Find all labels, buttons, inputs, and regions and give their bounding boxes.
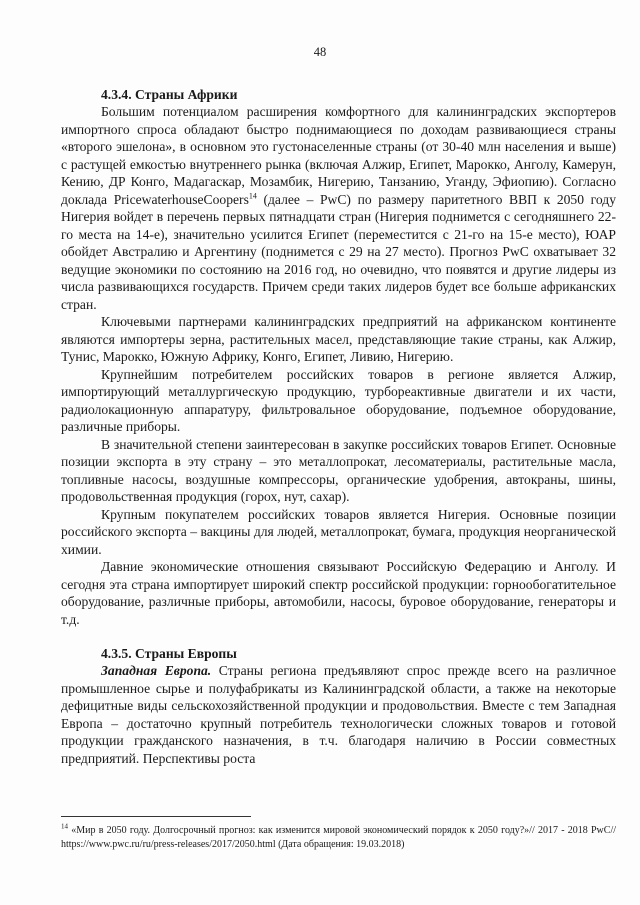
section-heading-africa: 4.3.4. Страны Африки xyxy=(101,87,238,102)
section-heading-europe: 4.3.5. Страны Европы xyxy=(101,646,237,661)
paragraph-text-continuation: (далее – PwC) по размеру паритетного ВВП к 2050 году Нигерия войдет в перечень первых пятнадцати стран (Нигерия поднимется с сегодняшнего 22-го места на 14-е), значительно усилится Египет (переместится с 21-го на 15-е место), ЮАР обойдет Австралию и Аргентину (поднимется с 29 на 27 место). Прогноз PwC охватывает 32 ведущие экономики по состоянию на 2016 год, но очевидно, что появятся и другие лидеры из числа развивающихся государств. Причем среди таких лидеров будет все больше африканских стран. xyxy=(61,191,617,312)
page-number: 48 xyxy=(313,45,327,59)
footnote-divider xyxy=(61,816,251,817)
paragraph-algeria: Крупнейшим потребителем российских товаров в регионе является Алжир, импортирующий металлургическую продукцию, турбореактивные двигатели и их части, радиолокационную аппаратуру, фильтровальное оборудование, подъемное оборудование, различные приборы. xyxy=(61,366,616,434)
footnote xyxy=(61,824,616,851)
paragraph-angola: Давние экономические отношения связывают Российскую Федерацию и Анголу. И сегодня эта страна импортирует широкий спектр российской продукции: горнообогатительное оборудование, различные приборы, автомобили, насосы, буровое оборудование, генераторы и т.д. xyxy=(61,559,616,627)
paragraph-lead: Западная Европа. xyxy=(101,663,212,678)
paragraph-nigeria: Крупным покупателем российских товаров является Нигерия. Основные позиции российского экспорта – вакцины для людей, металлопрокат, бумага, продукция неорганической химии. xyxy=(61,506,616,557)
footnote-text: «Мир в 2050 году. Долгосрочный прогноз: как изменится мировой экономический порядок к 2050 году?»// 2017 - 2018 PwC// https://www.pwc.ru/ru/press-releases/2017/2050.html (Дата обращения: 19.03.2018) xyxy=(61,825,616,850)
paragraph-africa-intro xyxy=(61,103,616,313)
paragraph-egypt: В значительной степени заинтересован в закупке российских товаров Египет. Основные позиции экспорта в эту страну – это металлопрокат, лесоматериалы, растительные масла, топливные насосы, воздушные компрессоры, органические удобрения, автокраны, шины, продовольственная продукция (горох, нут, сахар). xyxy=(61,436,616,504)
paragraph-western-europe xyxy=(61,662,616,767)
paragraph-key-partners: Ключевыми партнерами калининградских предприятий на африканском континенте являются импортеры зерна, растительных масел, представляющие такие страны, как Алжир, Тунис, Марокко, Южную Африку, Конго, Египет, Ливию, Нигерию. xyxy=(61,314,616,364)
page-body xyxy=(61,86,616,767)
footnote-marker: 14 xyxy=(61,822,68,831)
paragraph-text: Страны региона предъявляют спрос прежде всего на различное промышленное сырье и полуфабрикаты из Калининградской области, а также на некоторые дефицитные виды сельскохозяйственной продукции и продовольствия. Вместе с тем Западная Европа – достаточно крупный потребитель технологически сложных товаров и готовой продукции гражданского назначения, в т.ч. благодаря наличию в России совместных предприятий. Перспективы роста xyxy=(61,663,616,766)
footnote-reference: 14 xyxy=(248,190,257,200)
paragraph-text: Большим потенциалом расширения комфортного для калининградских экспортеров импортного спроса обладают быстро поднимающиеся по доходам развивающиеся страны «второго эшелона», в основном это густонаселенные страны (от 30-40 млн населения и выше) с растущей емкостью внутреннего рынка (включая Алжир, Египет, Марокко, Анголу, Камерун, Кению, ДР Конго, Мадагаскар, Мозамбик, Нигерию, Танзанию, Уганду, Эфиопию). Согласно доклада PricewaterhouseCoopers xyxy=(61,104,616,207)
